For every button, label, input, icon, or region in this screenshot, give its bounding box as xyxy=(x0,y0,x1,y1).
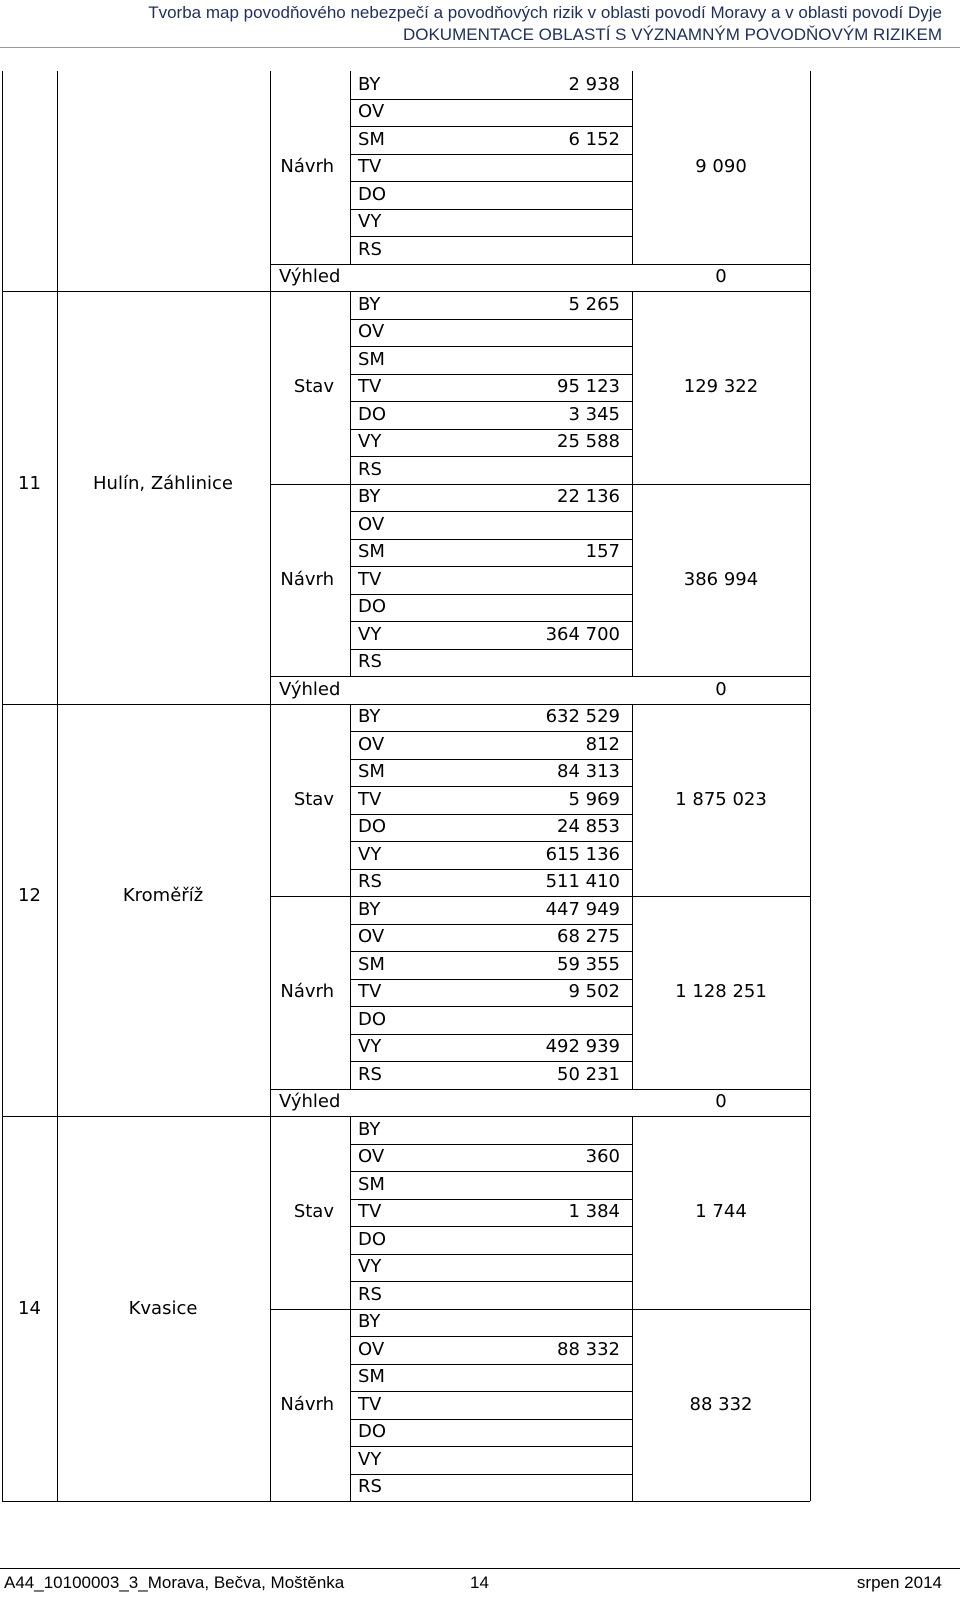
category-code: BY xyxy=(358,73,381,95)
state-label: Stav xyxy=(293,788,334,810)
category-value: 24 853 xyxy=(557,816,620,838)
row-divider xyxy=(350,154,632,155)
column-line xyxy=(2,71,3,1501)
block-total: 1 128 251 xyxy=(675,981,767,1003)
category-code: VY xyxy=(358,623,382,645)
row-divider xyxy=(350,209,632,210)
outlook-value: 0 xyxy=(715,1091,727,1113)
category-code: DO xyxy=(358,816,387,838)
row-divider xyxy=(350,1254,632,1255)
category-code: VY xyxy=(358,211,382,233)
state-label: Stav xyxy=(293,376,334,398)
column-line xyxy=(57,71,58,1501)
category-code: TV xyxy=(358,568,382,590)
category-value: 5 969 xyxy=(568,788,620,810)
category-code: VY xyxy=(358,843,382,865)
row-divider xyxy=(350,1226,632,1227)
column-line xyxy=(350,484,351,677)
row-divider xyxy=(350,1061,632,1062)
category-code: DO xyxy=(358,1008,387,1030)
category-value: 22 136 xyxy=(557,486,620,508)
category-value: 360 xyxy=(585,1146,620,1168)
row-divider xyxy=(350,1446,632,1447)
category-value: 5 265 xyxy=(568,293,620,315)
category-code: VY xyxy=(358,1448,382,1470)
row-divider xyxy=(350,99,632,100)
category-code: VY xyxy=(358,1036,382,1058)
category-code: RS xyxy=(358,238,382,260)
category-code: OV xyxy=(358,733,385,755)
row-divider xyxy=(350,429,632,430)
category-value: 9 502 xyxy=(568,981,620,1003)
category-code: OV xyxy=(358,1338,385,1360)
column-line xyxy=(632,704,633,897)
block-total: 1 875 023 xyxy=(675,788,767,810)
category-code: TV xyxy=(358,981,382,1003)
category-code: TV xyxy=(358,1201,382,1223)
category-code: OV xyxy=(358,1146,385,1168)
block-divider xyxy=(270,704,810,705)
outlook-label: Výhled xyxy=(279,1091,341,1113)
category-value: 6 152 xyxy=(568,128,620,150)
area-number: 11 xyxy=(18,472,41,494)
category-code: RS xyxy=(358,1063,382,1085)
category-code: RS xyxy=(358,1283,382,1305)
outlook-label: Výhled xyxy=(279,678,341,700)
category-code: TV xyxy=(358,788,382,810)
category-code: SM xyxy=(358,953,385,975)
column-line xyxy=(350,71,351,264)
row-divider xyxy=(350,869,632,870)
category-code: DO xyxy=(358,183,387,205)
area-number: 14 xyxy=(18,1297,41,1319)
block-total: 9 090 xyxy=(695,156,747,178)
category-code: TV xyxy=(358,156,382,178)
row-divider xyxy=(350,236,632,237)
area-divider xyxy=(2,1116,270,1117)
category-value: 88 332 xyxy=(557,1338,620,1360)
row-divider xyxy=(350,1336,632,1337)
row-divider xyxy=(350,374,632,375)
category-value: 59 355 xyxy=(557,953,620,975)
state-label: Stav xyxy=(293,1201,334,1223)
category-code: TV xyxy=(358,1393,382,1415)
state-label: Návrh xyxy=(280,981,334,1003)
category-value: 68 275 xyxy=(557,926,620,948)
block-total: 88 332 xyxy=(689,1393,753,1415)
category-code: OV xyxy=(358,513,385,535)
row-divider xyxy=(350,1419,632,1420)
category-code: VY xyxy=(358,431,382,453)
block-total: 129 322 xyxy=(683,376,759,398)
category-value: 492 939 xyxy=(545,1036,620,1058)
row-divider xyxy=(350,1281,632,1282)
area-divider xyxy=(2,291,270,292)
row-divider xyxy=(350,1474,632,1475)
category-code: SM xyxy=(358,128,385,150)
category-code: SM xyxy=(358,541,385,563)
block-divider xyxy=(270,1116,810,1117)
column-line xyxy=(350,896,351,1089)
category-code: RS xyxy=(358,871,382,893)
row-divider xyxy=(350,979,632,980)
row-divider xyxy=(350,649,632,650)
row-divider xyxy=(350,924,632,925)
category-code: DO xyxy=(358,596,387,618)
row-divider xyxy=(350,346,632,347)
category-code: RS xyxy=(358,1476,382,1498)
row-divider xyxy=(350,951,632,952)
category-value: 50 231 xyxy=(557,1063,620,1085)
block-divider xyxy=(270,291,810,292)
footer-divider xyxy=(0,1568,960,1569)
column-line xyxy=(350,704,351,897)
row-divider xyxy=(350,814,632,815)
block-divider xyxy=(270,896,810,897)
category-code: BY xyxy=(358,706,381,728)
category-value: 25 588 xyxy=(557,431,620,453)
category-value: 632 529 xyxy=(545,706,620,728)
category-value: 447 949 xyxy=(545,898,620,920)
row-divider xyxy=(350,1171,632,1172)
header-title: Tvorba map povodňového nebezpečí a povodňových rizik v oblasti povodí Moravy a v oblasti povodí Dyje xyxy=(148,3,942,22)
category-value: 511 410 xyxy=(545,871,620,893)
row-divider xyxy=(350,319,632,320)
category-code: SM xyxy=(358,1366,385,1388)
row-divider xyxy=(350,1199,632,1200)
category-code: SM xyxy=(358,761,385,783)
category-value: 812 xyxy=(585,733,620,755)
category-code: BY xyxy=(358,898,381,920)
row-divider xyxy=(350,126,632,127)
row-divider xyxy=(270,676,810,677)
row-divider xyxy=(350,1006,632,1007)
row-divider xyxy=(350,566,632,567)
header-subtitle: DOKUMENTACE OBLASTÍ S VÝZNAMNÝM POVODŇOVÝM RIZIKEM xyxy=(402,25,942,44)
category-value: 1 384 xyxy=(568,1201,620,1223)
column-line xyxy=(632,896,633,1089)
category-code: DO xyxy=(358,403,387,425)
area-name: Hulín, Záhlinice xyxy=(93,472,233,494)
outlook-value: 0 xyxy=(715,678,727,700)
category-code: OV xyxy=(358,101,385,123)
column-line xyxy=(632,71,633,264)
row-divider xyxy=(350,1034,632,1035)
footer-page-number: 14 xyxy=(470,1573,489,1592)
row-divider xyxy=(350,401,632,402)
state-label: Návrh xyxy=(280,156,334,178)
row-divider xyxy=(350,539,632,540)
category-code: SM xyxy=(358,348,385,370)
row-divider xyxy=(350,511,632,512)
category-code: TV xyxy=(358,376,382,398)
row-divider xyxy=(350,731,632,732)
category-value: 615 136 xyxy=(545,843,620,865)
category-code: RS xyxy=(358,651,382,673)
outlook-value: 0 xyxy=(715,266,727,288)
column-line xyxy=(350,1116,351,1309)
column-line xyxy=(632,484,633,677)
category-value: 364 700 xyxy=(545,623,620,645)
table-bottom-border xyxy=(2,1501,810,1502)
category-code: VY xyxy=(358,1256,382,1278)
row-divider xyxy=(350,1144,632,1145)
outlook-label: Výhled xyxy=(279,266,341,288)
category-code: DO xyxy=(358,1228,387,1250)
block-divider xyxy=(270,484,810,485)
category-value: 84 313 xyxy=(557,761,620,783)
row-divider xyxy=(270,264,810,265)
column-line xyxy=(810,71,811,1501)
category-code: SM xyxy=(358,1173,385,1195)
column-line xyxy=(270,71,271,1501)
category-code: OV xyxy=(358,321,385,343)
row-divider xyxy=(350,759,632,760)
row-divider xyxy=(350,786,632,787)
block-divider xyxy=(270,1309,810,1310)
category-code: BY xyxy=(358,486,381,508)
row-divider xyxy=(350,1391,632,1392)
state-label: Návrh xyxy=(280,1393,334,1415)
category-value: 3 345 xyxy=(568,403,620,425)
column-line xyxy=(350,291,351,484)
category-code: BY xyxy=(358,1311,381,1333)
category-value: 2 938 xyxy=(568,73,620,95)
block-total: 386 994 xyxy=(683,568,759,590)
category-value: 157 xyxy=(585,541,620,563)
row-divider xyxy=(270,1089,810,1090)
category-code: BY xyxy=(358,293,381,315)
row-divider xyxy=(350,594,632,595)
category-code: RS xyxy=(358,458,382,480)
area-name: Kroměříž xyxy=(122,885,204,906)
column-line xyxy=(632,1309,633,1502)
footer-date: srpen 2014 xyxy=(856,1573,942,1592)
block-total: 1 744 xyxy=(695,1201,747,1223)
column-line xyxy=(350,1309,351,1502)
category-value: 95 123 xyxy=(557,376,620,398)
row-divider xyxy=(350,456,632,457)
row-divider xyxy=(350,1364,632,1365)
area-name: Kvasice xyxy=(128,1297,198,1319)
category-code: DO xyxy=(358,1421,387,1443)
area-divider xyxy=(2,704,270,705)
footer-doc-id: A44_10100003_3_Morava, Bečva, Moštěnka xyxy=(4,1573,345,1592)
category-code: BY xyxy=(358,1118,381,1140)
row-divider xyxy=(350,621,632,622)
category-code: OV xyxy=(358,926,385,948)
row-divider xyxy=(350,841,632,842)
area-number: 12 xyxy=(18,885,41,906)
column-line xyxy=(632,1116,633,1309)
state-label: Návrh xyxy=(280,568,334,590)
row-divider xyxy=(350,181,632,182)
column-line xyxy=(632,291,633,484)
